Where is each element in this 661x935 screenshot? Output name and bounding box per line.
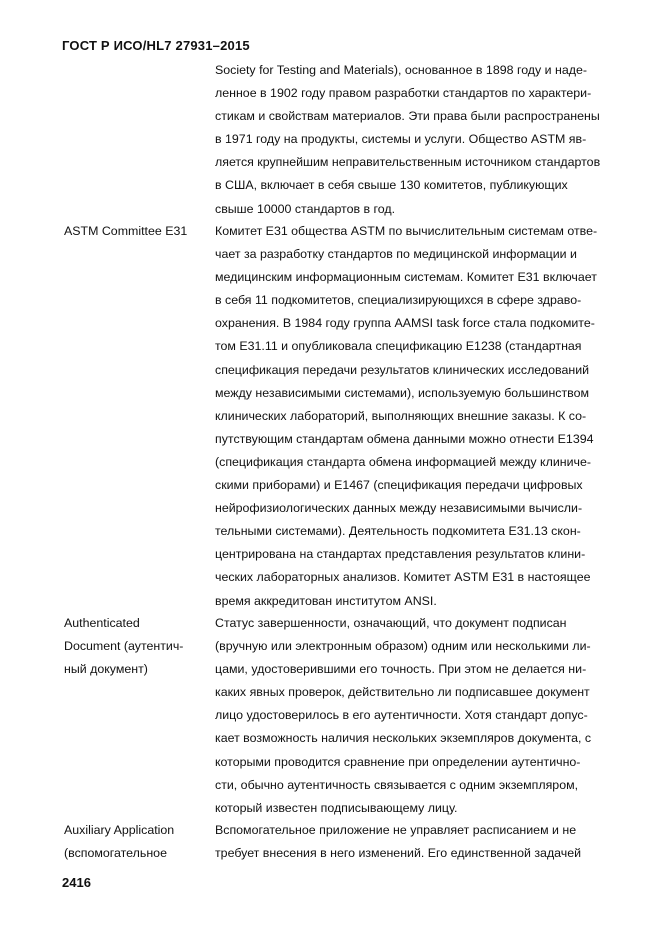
term-line: Auxiliary Application xyxy=(64,823,175,837)
term-line: Authenticated xyxy=(64,616,140,630)
definition-line: Статус завершенности, означающий, что документ подписан xyxy=(215,616,567,630)
entry-term xyxy=(64,220,209,243)
entry-term xyxy=(64,819,209,865)
definition-line: требует внесения в него изменений. Его единственной задачей xyxy=(215,846,582,861)
entry-definition xyxy=(215,819,620,865)
definition-line: ческих лабораторных анализов. Комитет ASTM E31 в настоящее xyxy=(215,570,591,585)
entry-definition xyxy=(215,59,620,221)
definition-line: стикам и свойствам материалов. Эти права были распространены xyxy=(215,109,600,124)
definition-line: том E31.11 и опубликовала спецификацию E1238 (стандартная xyxy=(215,339,582,354)
definition-line: Вспомогательное приложение не управляет расписанием и не xyxy=(215,823,577,837)
definition-line: нейрофизиологических данных между независимыми вычисли- xyxy=(215,501,583,516)
entry-definition xyxy=(215,220,620,613)
definition-line: скими приборами) и E1467 (спецификация передачи цифровых xyxy=(215,478,583,493)
definition-line: путствующим стандартам обмена данными можно отнести E1394 xyxy=(215,431,594,446)
definition-line: который известен подписывающему лицу. xyxy=(215,800,458,815)
term-line: ASTM Committee E31 xyxy=(64,224,188,238)
definition-line: охранения. В 1984 году группа AAMSI task force стала подкомите- xyxy=(215,316,595,331)
entry-term xyxy=(64,612,209,681)
definition-line: между независимыми системами), используемую большинством xyxy=(215,385,590,400)
definition-line: клинических лабораторий, выполняющих внешние заказы. К со- xyxy=(215,408,587,423)
definition-line: (вручную или электронным образом) одним или несколькими ли- xyxy=(215,639,591,654)
definition-line: (спецификация стандарта обмена информацией между клиниче- xyxy=(215,454,591,469)
term-line: ный документ) xyxy=(64,662,148,677)
definition-line: медицинским информационным системам. Комитет E31 включает xyxy=(215,270,597,285)
definition-line: которыми проводится сравнение при определении аутентично- xyxy=(215,754,581,769)
definition-line: спецификация передачи результатов клинических исследований xyxy=(215,362,590,377)
definition-line: в себя 11 подкомитетов, специализирующихся в сфере здраво- xyxy=(215,293,582,308)
definition-line: ленное в 1902 году правом разработки стандартов по характери- xyxy=(215,86,592,101)
page-number: 2416 xyxy=(62,875,91,890)
definition-line: тельными системами). Деятельность подкомитета E31.13 скон- xyxy=(215,524,581,539)
definition-line: цами, удостоверившими его точность. При этом не делается ни- xyxy=(215,662,587,677)
document-header: ГОСТ Р ИСО/HL7 27931–2015 xyxy=(62,38,250,53)
definition-line: сти, обычно аутентичность связывается с одним экземпляром, xyxy=(215,777,579,792)
definition-line: чает за разработку стандартов по медицинской информации и xyxy=(215,247,577,262)
definition-line: лицо удостоверилось в его аутентичности. Хотя стандарт допус- xyxy=(215,708,588,723)
definition-line: Society for Testing and Materials), основанное в 1898 году и наде- xyxy=(215,63,588,77)
term-line: Document (аутентич- xyxy=(64,639,184,654)
term-line: (вспомогательное xyxy=(64,846,167,861)
definition-line: центрирована на стандартах представления результатов клини- xyxy=(215,547,586,562)
definition-line: ляется крупнейшим неправительственным источником стандартов xyxy=(215,155,601,170)
definition-line: время аккредитован институтом ANSI. xyxy=(215,593,437,608)
definition-line: в США, включает в себя свыше 130 комитетов, публикующих xyxy=(215,178,568,193)
definition-line: Комитет E31 общества ASTM по вычислительным системам отве- xyxy=(215,224,598,238)
definition-line: в 1971 году на продукты, системы и услуги. Общество ASTM яв- xyxy=(215,132,587,147)
definition-line: кает возможность наличия нескольких экземпляров документа, с xyxy=(215,731,592,746)
definition-line: свыше 10000 стандартов в год. xyxy=(215,201,396,216)
definition-line: каких явных проверок, действительно ли подписавшее документ xyxy=(215,685,590,700)
entry-definition xyxy=(215,612,620,820)
